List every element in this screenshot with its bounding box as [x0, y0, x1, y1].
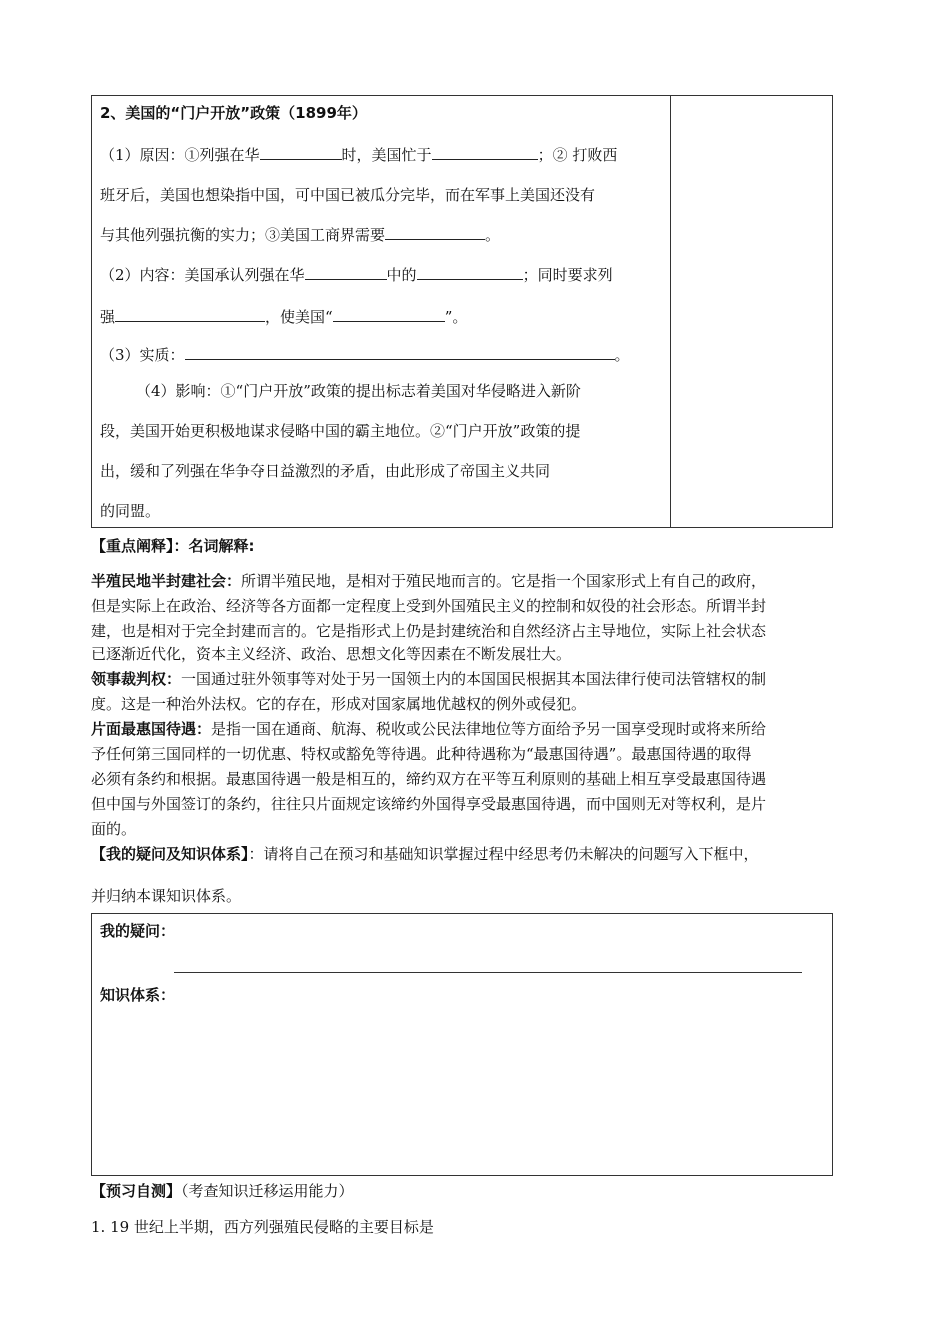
term3-line-1	[91, 718, 766, 739]
blank-field[interactable]	[333, 306, 445, 322]
impact-line-2: 段，美国开始更积极地谋求侵略中国的霸主地位。②“门户开放”政策的提	[100, 422, 581, 440]
cause-line-1	[100, 144, 617, 165]
table-column-divider	[670, 96, 671, 527]
impact-line-4: 的同盟。	[100, 502, 161, 520]
cause-line-2: 班牙后，美国也想染指中国，可中国已被瓜分完毕，而在军事上美国还没有	[100, 186, 596, 204]
blank-field[interactable]	[417, 264, 523, 280]
blank-field[interactable]	[185, 344, 615, 360]
content-text-b: 中的	[386, 266, 417, 284]
cause-text-3a: 与其他列强抗衡的实力；③美国工商界需要	[100, 226, 386, 244]
self-test-note: （考查知识迁移运用能力）	[181, 1182, 354, 1200]
questions-header: 【我的疑问及知识体系】	[91, 845, 249, 863]
essence-text-a: （3）实质：	[100, 346, 185, 364]
blank-field[interactable]	[260, 144, 342, 160]
term3-line-4: 但中国与外国签订的条约，往往只片面规定该缔约外国得享受最惠国待遇，而中国则无对等权利，是片	[91, 795, 767, 813]
term2-line-2: 度。这是一种治外法权。它的存在，形成对国家属地优越权的例外或侵犯。	[91, 695, 587, 713]
my-questions-label: 我的疑问：	[100, 922, 176, 940]
self-test-header: 【预习自测】	[91, 1182, 182, 1200]
term3-name: 片面最惠国待遇：	[91, 720, 212, 738]
term3-line-3: 必须有条约和根据。最惠国待遇一般是相互的，缔约双方在平等互利原则的基础上相互享受最惠国待遇	[91, 770, 767, 788]
term1-line-3: 建，也是相对于完全封建而言的。它是指形式上仍是封建统治和自然经济占主导地位，实际上社会状态	[91, 622, 767, 640]
term3-text: 是指一国在通商、航海、税收或公民法律地位等方面给予另一国享受现时或将来所给	[211, 720, 767, 738]
term3-line-2: 予任何第三国同样的一切优惠、特权或豁免等待遇。此种待遇称为“最惠国待遇”。最惠国待遇的取得	[91, 745, 752, 763]
cause-text-3b: 。	[485, 226, 501, 244]
questions-line-1	[91, 843, 759, 864]
term1-name: 半殖民地半封建社会：	[91, 572, 242, 590]
open-door-policy-table	[91, 95, 833, 528]
content-text-2b: ，使美国“	[265, 308, 333, 326]
term3-line-5: 面的。	[91, 820, 137, 838]
cause-text-b: 时，美国忙于	[341, 146, 432, 164]
cause-text-c: ；② 打败西	[537, 146, 618, 164]
impact-line-1: （4）影响：①“门户开放”政策的提出标志着美国对华侵略进入新阶	[136, 382, 581, 400]
cause-line-3	[100, 224, 500, 245]
content-text-c: ；同时要求列	[522, 266, 613, 284]
essence-text-b: 。	[614, 346, 630, 364]
blank-field[interactable]	[115, 306, 265, 322]
content-line-2	[100, 306, 467, 327]
questions-line-2: 并归纳本课知识体系。	[91, 887, 242, 905]
term2-name: 领事裁判权：	[91, 670, 182, 688]
blank-field[interactable]	[432, 144, 538, 160]
blank-field[interactable]	[305, 264, 387, 280]
knowledge-system-label: 知识体系：	[100, 986, 176, 1004]
content-text-a: （2）内容：美国承认列强在华	[100, 266, 305, 284]
content-line-1	[100, 264, 613, 285]
self-test-line	[91, 1180, 354, 1201]
term1-text: 所谓半殖民地，是相对于殖民地而言的。它是指一个国家形式上有自己的政府，	[241, 572, 767, 590]
key-points-header: 【重点阐释】：名词解释:	[91, 537, 255, 555]
blank-field[interactable]	[385, 224, 485, 240]
cause-text-a: （1）原因：①列强在华	[100, 146, 260, 164]
questions-text: ：请将自己在预习和基础知识掌握过程中经思考仍未解决的问题写入下框中，	[248, 845, 759, 863]
term1-line-2: 但是实际上在政治、经济等各方面都一定程度上受到外国殖民主义的控制和奴役的社会形态。所谓半封	[91, 597, 767, 615]
term2-line-1	[91, 668, 766, 689]
essence-line	[100, 344, 630, 365]
term1-line-4: 已逐渐近代化，资本主义经济、政治、思想文化等因素在不断发展壮大。	[91, 645, 572, 663]
notes-box[interactable]	[91, 913, 833, 1176]
question-1: 1. 19 世纪上半期，西方列强殖民侵略的主要目标是	[91, 1218, 434, 1236]
content-text-2a: 强	[100, 308, 116, 326]
term2-text: 一国通过驻外领事等对处于另一国领土内的本国国民根据其本国法律行使司法管辖权的制	[181, 670, 767, 688]
section-heading: 2、美国的“门户开放”政策（1899年）	[100, 104, 367, 122]
content-text-2c: ”。	[444, 308, 468, 326]
term1-line-1	[91, 570, 766, 591]
answer-line	[174, 972, 802, 973]
impact-line-3: 出，缓和了列强在华争夺日益激烈的矛盾，由此形成了帝国主义共同	[100, 462, 551, 480]
